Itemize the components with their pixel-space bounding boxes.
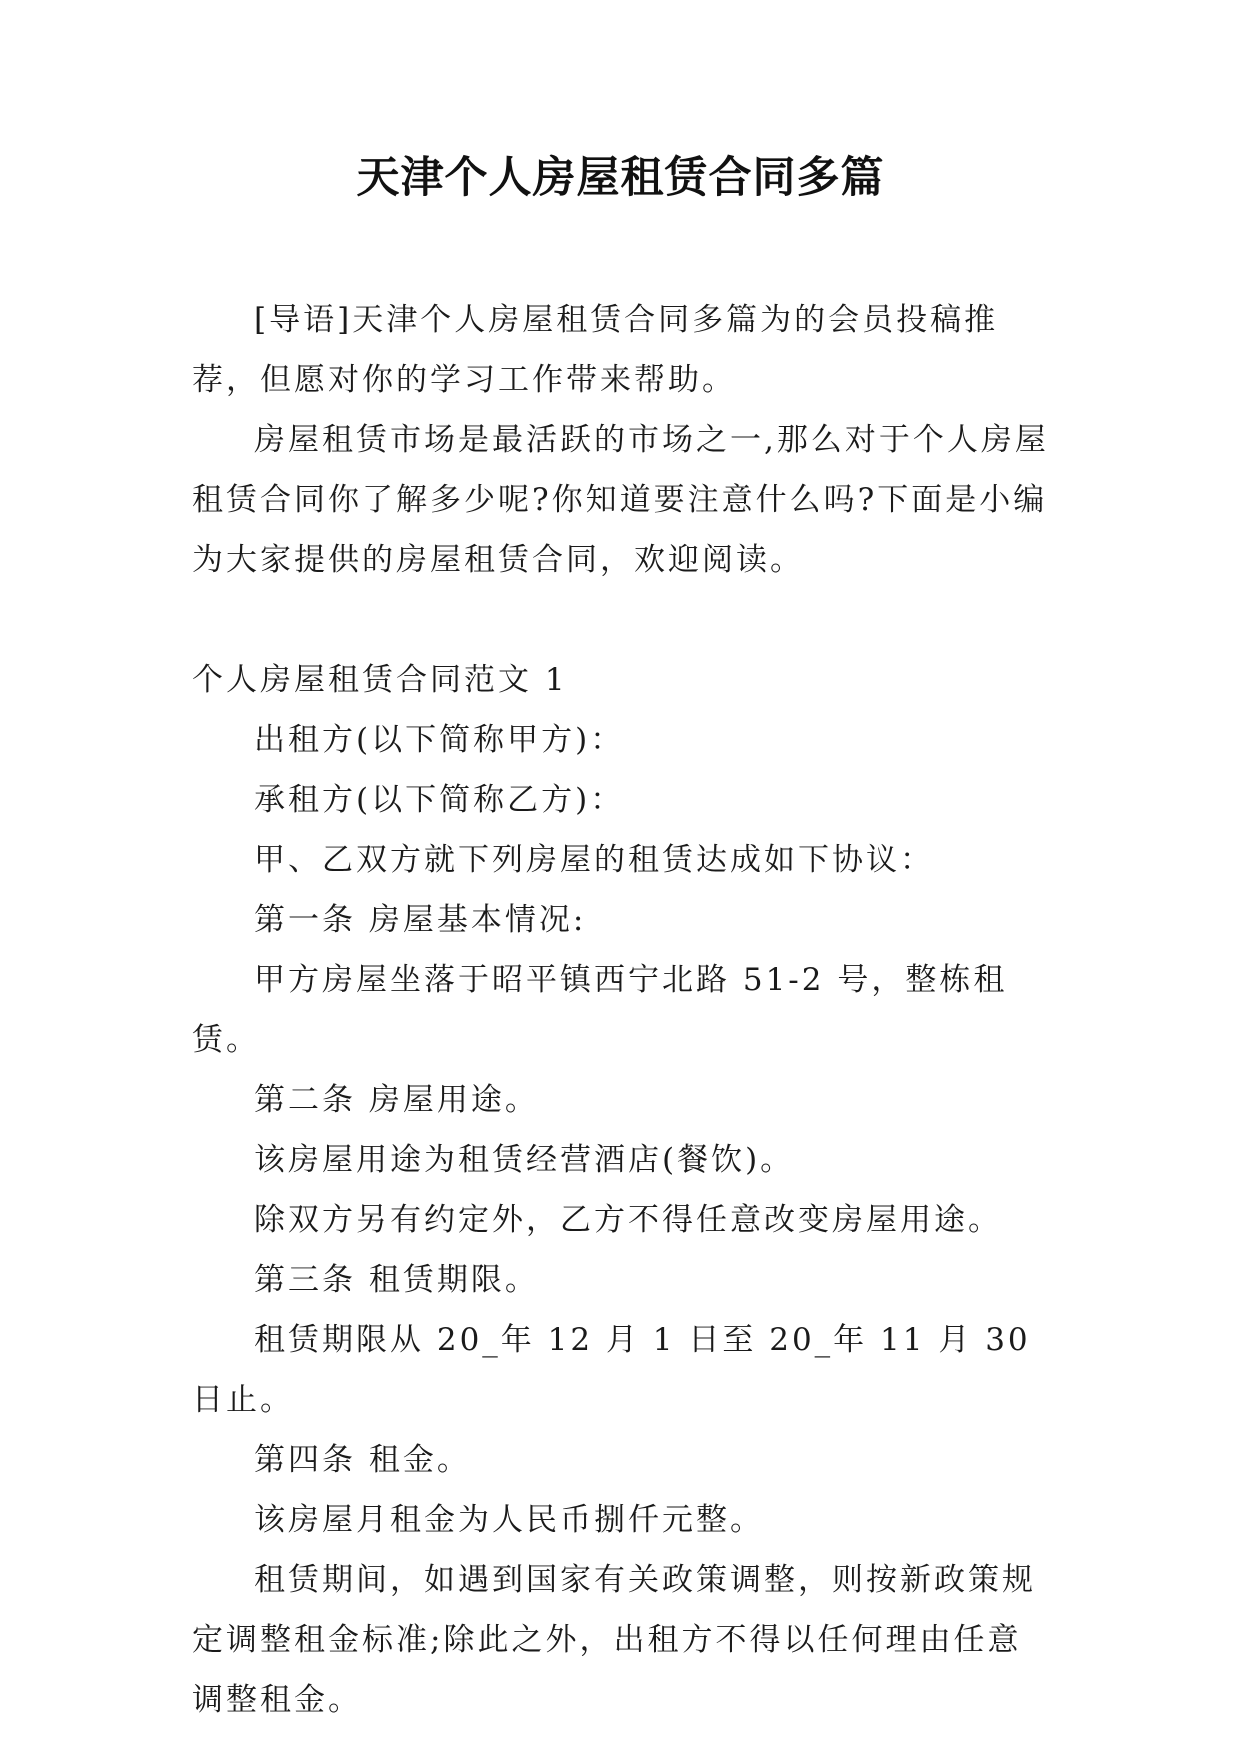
- article-1-text: 甲方房屋坐落于昭平镇西宁北路 51-2 号，整栋租赁。: [192, 962, 1008, 1058]
- article-4-text-1: 该房屋月租金为人民币捌仟元整。: [254, 1502, 764, 1538]
- clause-lessor: 出租方(以下简称甲方)：: [254, 722, 625, 758]
- article-3-text: 租赁期限从 20_年 12 月 1 日至 20_年 11 月 30 日止。: [192, 1322, 1031, 1418]
- paragraph-spacer: [192, 590, 1052, 650]
- intro-paragraph-2: 房屋租赁市场是最活跃的市场之一,那么对于个人房屋租赁合同你了解多少呢?你知道要注意什么吗?下面是小编为大家提供的房屋租赁合同，欢迎阅读。: [192, 422, 1049, 578]
- article-4-text-2: 租赁期间，如遇到国家有关政策调整，则按新政策规定调整租金标准;除此之外，出租方不得以任何理由任意调整租金。: [192, 1562, 1036, 1718]
- clause-lessee: 承租方(以下简称乙方)：: [254, 782, 625, 818]
- article-4-heading: 第四条 租金。: [254, 1442, 471, 1478]
- article-1-heading: 第一条 房屋基本情况:: [254, 902, 587, 938]
- document-body: [192, 290, 1052, 1730]
- article-3-heading: 第三条 租赁期限。: [254, 1262, 539, 1298]
- document-title: 天津个人房屋租赁合同多篇: [356, 153, 885, 203]
- article-2-text-2: 除双方另有约定外，乙方不得任意改变房屋用途。: [254, 1202, 1002, 1238]
- clause-agreement: 甲、乙双方就下列房屋的租赁达成如下协议：: [254, 842, 934, 878]
- article-2-text-1: 该房屋用途为租赁经营酒店(餐饮)。: [254, 1142, 795, 1178]
- section-heading: 个人房屋租赁合同范文 1: [192, 662, 568, 698]
- intro-paragraph-1: [导语]天津个人房屋租赁合同多篇为的会员投稿推荐，但愿对你的学习工作带来帮助。: [192, 302, 999, 398]
- article-2-heading: 第二条 房屋用途。: [254, 1082, 539, 1118]
